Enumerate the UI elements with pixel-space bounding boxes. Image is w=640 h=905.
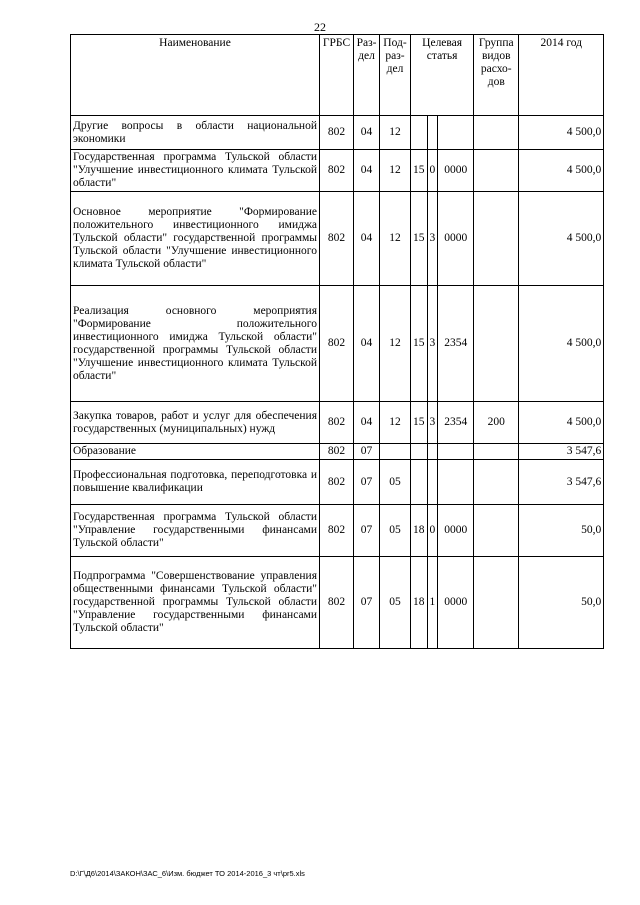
table-cell-grbs: 802	[320, 116, 354, 150]
table-cell-cs-subprogram: 3	[427, 286, 438, 402]
page-number: 22	[314, 20, 326, 34]
table-cell-name: Реализация основного мероприятия "Формирование положительного инвестиционного имиджа Тульской области" государственной программы Тульской области "Улучшение инвестиционного климата Тульской области"	[71, 286, 320, 402]
table-cell-cs-program	[411, 116, 428, 150]
table-cell-cs-program: 18	[411, 557, 428, 649]
table-cell-razdel: 04	[354, 116, 380, 150]
table-cell-cs-code: 0000	[438, 505, 474, 557]
table-cell-razdel: 07	[354, 460, 380, 505]
table-row	[71, 402, 604, 444]
table-cell-podrazdel: 05	[380, 505, 411, 557]
table-row	[71, 192, 604, 286]
table-cell-name: Образование	[71, 444, 320, 460]
table-cell-sum-2014: 4 500,0	[519, 116, 604, 150]
table-cell-razdel: 04	[354, 402, 380, 444]
table-cell-cs-code	[438, 460, 474, 505]
table-cell-cs-subprogram	[427, 116, 438, 150]
table-cell-grbs: 802	[320, 150, 354, 192]
table-cell-cs-subprogram: 0	[427, 505, 438, 557]
table-row	[71, 460, 604, 505]
table-cell-cs-subprogram: 3	[427, 402, 438, 444]
table-cell-razdel: 07	[354, 444, 380, 460]
table-cell-podrazdel: 12	[380, 286, 411, 402]
table-cell-cs-program: 15	[411, 192, 428, 286]
table-cell-grbs: 802	[320, 402, 354, 444]
table-cell-cs-program: 18	[411, 505, 428, 557]
table-cell-grbs: 802	[320, 444, 354, 460]
table-cell-sum-2014: 4 500,0	[519, 286, 604, 402]
table-cell-vid-rashodov	[474, 116, 519, 150]
file-path-footer: D:\Г\Д6\2014\ЗАКОН\ЗАС_6\Изм. бюджет ТО 2014-2016_3 чт\pr5.xls	[70, 869, 305, 878]
table-cell-sum-2014: 4 500,0	[519, 192, 604, 286]
table-cell-name: Подпрограмма "Совершенствование управления общественными финансами Тульской области" государственной программы Тульской области "Управление государственными финансами Тульской области"	[71, 557, 320, 649]
header-gruppa-vidov: Группа видов расхо- дов	[474, 35, 519, 116]
header-celevaya-statya: Целевая статья	[411, 35, 474, 116]
table-cell-razdel: 07	[354, 557, 380, 649]
table-cell-cs-code: 0000	[438, 557, 474, 649]
table-cell-vid-rashodov	[474, 286, 519, 402]
table-cell-vid-rashodov	[474, 505, 519, 557]
table-cell-cs-code	[438, 444, 474, 460]
table-cell-razdel: 04	[354, 286, 380, 402]
table-cell-vid-rashodov	[474, 460, 519, 505]
table-cell-name: Профессиональная подготовка, переподготовка и повышение квалификации	[71, 460, 320, 505]
table-cell-sum-2014: 4 500,0	[519, 150, 604, 192]
table-cell-name: Государственная программа Тульской области "Управление государственными финансами Тульской области"	[71, 505, 320, 557]
table-cell-sum-2014: 3 547,6	[519, 444, 604, 460]
header-grbs: ГРБС	[320, 35, 354, 116]
table-cell-sum-2014: 50,0	[519, 505, 604, 557]
table-cell-grbs: 802	[320, 286, 354, 402]
table-cell-name: Закупка товаров, работ и услуг для обеспечения государственных (муниципальных) нужд	[71, 402, 320, 444]
table-cell-vid-rashodov	[474, 557, 519, 649]
table-cell-cs-program: 15	[411, 402, 428, 444]
table-cell-razdel: 04	[354, 150, 380, 192]
table-row	[71, 286, 604, 402]
table-cell-podrazdel: 12	[380, 150, 411, 192]
table-cell-name: Государственная программа Тульской области "Улучшение инвестиционного климата Тульской области"	[71, 150, 320, 192]
header-year: 2014 год	[519, 35, 604, 116]
table-cell-grbs: 802	[320, 460, 354, 505]
table-cell-grbs: 802	[320, 192, 354, 286]
table-cell-cs-program	[411, 460, 428, 505]
table-row	[71, 116, 604, 150]
table-cell-cs-code: 0000	[438, 150, 474, 192]
table-cell-cs-subprogram: 1	[427, 557, 438, 649]
table-cell-cs-code: 2354	[438, 286, 474, 402]
table-row	[71, 505, 604, 557]
table-cell-podrazdel: 05	[380, 557, 411, 649]
header-razdel: Раз- дел	[354, 35, 380, 116]
table-cell-sum-2014: 4 500,0	[519, 402, 604, 444]
table-cell-vid-rashodov	[474, 444, 519, 460]
table-cell-cs-code: 0000	[438, 192, 474, 286]
table-cell-vid-rashodov: 200	[474, 402, 519, 444]
table-cell-podrazdel: 05	[380, 460, 411, 505]
table-row	[71, 557, 604, 649]
table-cell-sum-2014: 3 547,6	[519, 460, 604, 505]
table-cell-razdel: 04	[354, 192, 380, 286]
header-name: Наименование	[71, 35, 320, 116]
table-cell-name: Основное мероприятие "Формирование положительного инвестиционного имиджа Тульской области" государственной программы Тульской области "Улучшение инвестиционного климата Тульской области"	[71, 192, 320, 286]
table-row	[71, 444, 604, 460]
table-cell-cs-subprogram	[427, 444, 438, 460]
table-cell-podrazdel: 12	[380, 402, 411, 444]
table-cell-cs-program	[411, 444, 428, 460]
table-cell-podrazdel: 12	[380, 192, 411, 286]
table-cell-cs-code	[438, 116, 474, 150]
table-cell-cs-subprogram: 3	[427, 192, 438, 286]
table-cell-sum-2014: 50,0	[519, 557, 604, 649]
table-cell-grbs: 802	[320, 557, 354, 649]
table-row	[71, 150, 604, 192]
table-cell-razdel: 07	[354, 505, 380, 557]
table-cell-cs-subprogram: 0	[427, 150, 438, 192]
header-row	[71, 35, 604, 116]
table-cell-podrazdel: 12	[380, 116, 411, 150]
table-cell-podrazdel	[380, 444, 411, 460]
table-cell-name: Другие вопросы в области национальной экономики	[71, 116, 320, 150]
table-cell-cs-subprogram	[427, 460, 438, 505]
table-cell-vid-rashodov	[474, 150, 519, 192]
budget-table	[70, 34, 604, 649]
header-podrazdel: Под- раз- дел	[380, 35, 411, 116]
table-cell-cs-program: 15	[411, 150, 428, 192]
table-cell-cs-program: 15	[411, 286, 428, 402]
table-cell-grbs: 802	[320, 505, 354, 557]
table-cell-vid-rashodov	[474, 192, 519, 286]
table-cell-cs-code: 2354	[438, 402, 474, 444]
